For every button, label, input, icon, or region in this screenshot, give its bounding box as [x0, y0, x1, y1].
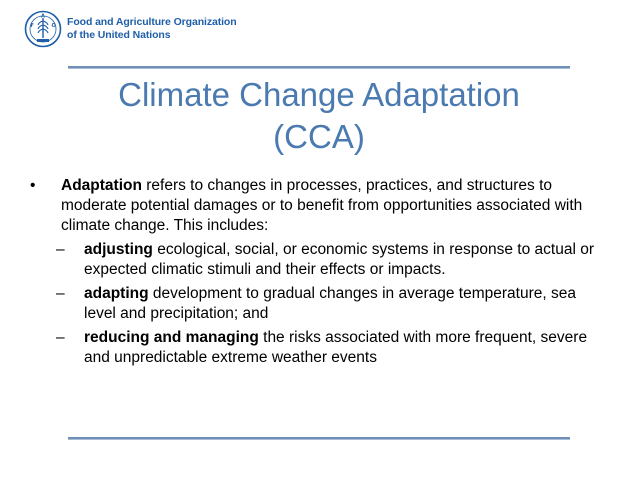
svg-text:A: A — [41, 13, 45, 20]
sub-bullet-adjusting — [30, 240, 610, 280]
sub-bullet-adapting — [30, 284, 610, 324]
sub-bullet-reducing — [30, 328, 610, 368]
org-name-line2: of the United Nations — [67, 29, 171, 41]
slide-title-line2: (CCA) — [273, 118, 365, 155]
sub-bullet-term: adjusting — [84, 241, 153, 258]
slide-title — [60, 74, 578, 158]
fao-logo — [24, 10, 237, 48]
slide-title-line1: Climate Change Adaptation — [118, 76, 520, 113]
sub-bullet-term: reducing and managing — [84, 329, 259, 346]
top-divider — [68, 66, 570, 69]
sub-bullet-marker: – — [56, 329, 65, 346]
sub-bullet-marker: – — [56, 241, 65, 258]
bullet-marker: • — [30, 177, 36, 194]
bullet-term: Adaptation — [61, 177, 142, 194]
bottom-divider — [68, 437, 570, 440]
org-name — [67, 16, 237, 42]
bullet-text: refers to changes in processes, practices, and structures to moderate potential damages or to benefit from opportunities associated with climate change. This includes: — [61, 177, 583, 234]
sub-bullet-text: the risks associated with more frequent, severe and unpredictable extreme weather events — [84, 329, 588, 366]
main-bullet — [30, 176, 610, 236]
sub-bullet-text: ecological, social, or economic systems in response to actual or expected climatic stimuli and their effects or impacts. — [84, 241, 594, 278]
sub-bullet-text: development to gradual changes in average temperature, sea level and precipitation; and — [84, 285, 576, 322]
sub-bullet-marker: – — [56, 285, 65, 302]
sub-bullet-term: adapting — [84, 285, 149, 302]
svg-text:F: F — [30, 23, 34, 29]
org-name-line1: Food and Agriculture Organization — [67, 16, 237, 28]
svg-text:O: O — [51, 23, 56, 29]
slide-body — [30, 176, 610, 368]
fao-seal-icon — [24, 10, 62, 48]
